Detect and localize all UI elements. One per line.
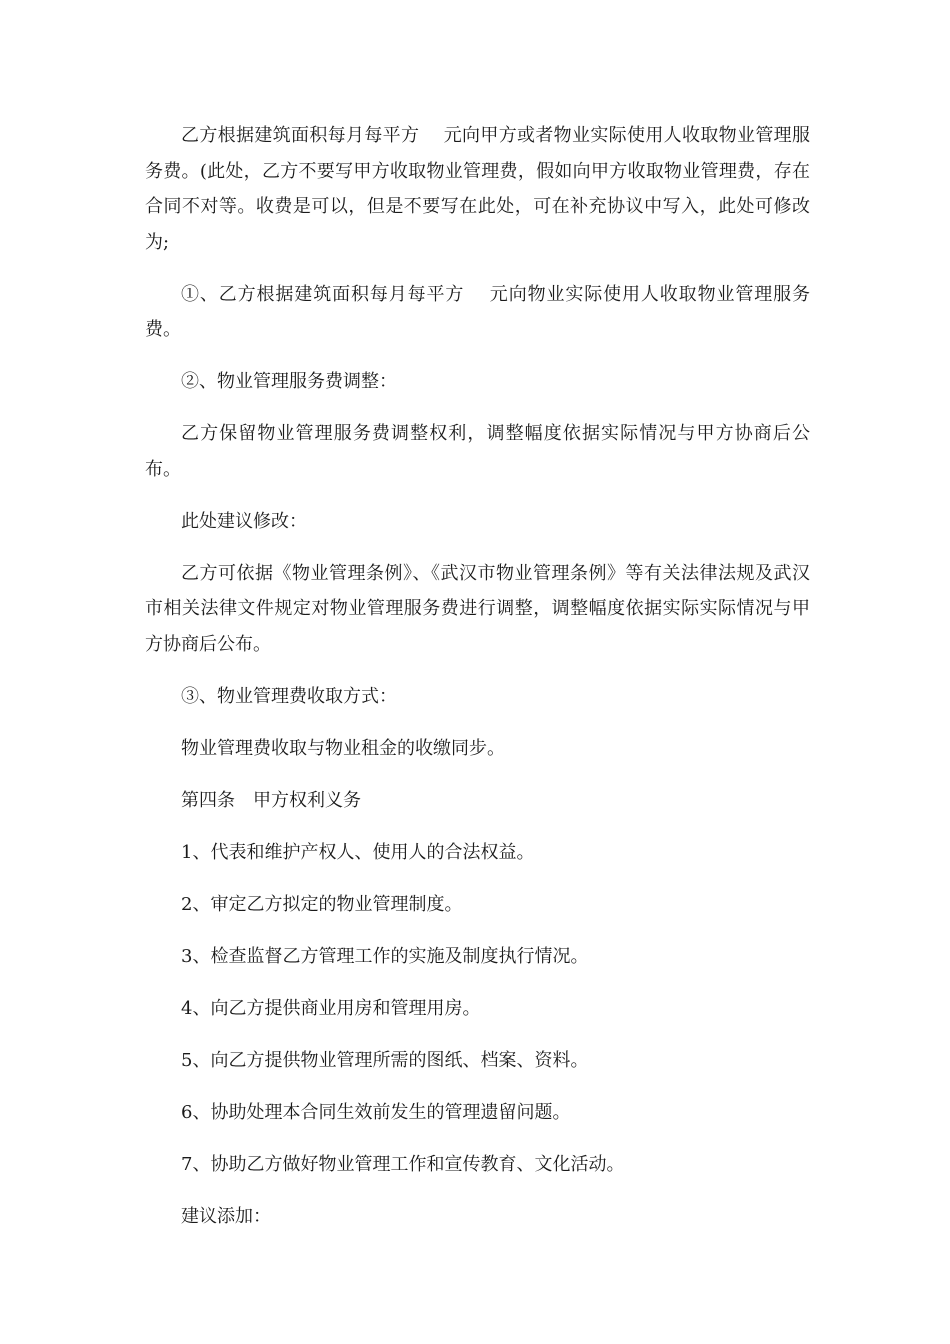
list-item: 3、检查监督乙方管理工作的实施及制度执行情况。	[181, 945, 589, 967]
list-item: 4、向乙方提供商业用房和管理用房。	[181, 997, 481, 1019]
paragraph-fee-revision-1: ①、乙方根据建筑面积每月每平方 元向物业实际使用人收取物业管理服务费。	[145, 283, 810, 340]
paragraph-collection-method-heading: ③、物业管理费收取方式：	[181, 685, 397, 707]
paragraph-legal-basis: 乙方可依据《物业管理条例》、《武汉市物业管理条例》等有关法律法规及武汉市相关法律文件规定对物业管理服务费进行调整，调整幅度依据实际实际情况与甲方协商后公布。	[145, 562, 810, 655]
paragraph-fee-adjustment-heading: ②、物业管理服务费调整：	[181, 371, 397, 392]
list-item: 5、向乙方提供物业管理所需的图纸、档案、资料。	[181, 1049, 589, 1071]
list-item: 2、审定乙方拟定的物业管理制度。	[181, 893, 463, 915]
article-four-heading: 第四条 甲方权利义务	[181, 789, 361, 811]
paragraph-fee-adjustment-right: 乙方保留物业管理服务费调整权利，调整幅度依据实际情况与甲方协商后公布。	[145, 423, 810, 480]
paragraph-fee-collection: 乙方根据建筑面积每月每平方 元向甲方或者物业实际使用人收取物业管理服务费。(此处，乙方不要写甲方收取物业管理费，假如向甲方收取物业管理费，存在合同不对等。收费是可以，但是不要写在此处，可在补充协议中写入，此处可修改为;	[145, 125, 810, 253]
document-body	[145, 118, 810, 1251]
list-item: 6、协助处理本合同生效前发生的管理遗留问题。	[181, 1101, 571, 1123]
paragraph-collection-method: 物业管理费收取与物业租金的收缴同步。	[181, 737, 505, 759]
paragraph-suggest-modify: 此处建议修改：	[181, 510, 307, 532]
list-item: 7、协助乙方做好物业管理工作和宣传教育、文化活动。	[181, 1153, 625, 1175]
list-item: 1、代表和维护产权人、使用人的合法权益。	[181, 841, 535, 863]
paragraph-suggest-add: 建议添加：	[181, 1205, 271, 1227]
